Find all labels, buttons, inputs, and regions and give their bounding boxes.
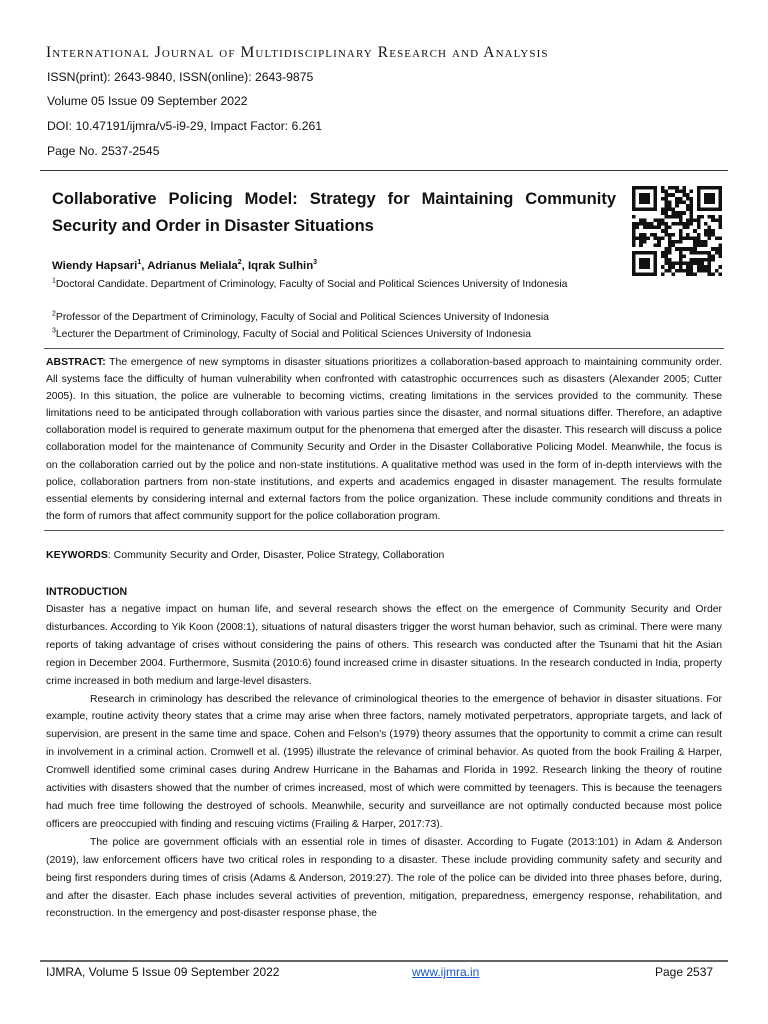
doi-line: DOI: 10.47191/ijmra/v5-i9-29, Impact Factor: 6.261 xyxy=(47,119,323,133)
footer-page-number: Page 2537 xyxy=(655,965,714,979)
qr-code xyxy=(632,186,722,276)
author-affiliation-marker: 3 xyxy=(313,259,318,267)
affiliation-2-marker: 2 xyxy=(52,310,56,318)
journal-name: International Journal of Multidisciplinary Research and Analysis xyxy=(46,44,549,61)
affiliation-3-marker: 3 xyxy=(52,327,56,335)
footer-website-link[interactable]: www.ijmra.in xyxy=(412,965,480,979)
keywords-text: : Community Security and Order, Disaster, Police Strategy, Collaboration xyxy=(107,549,445,561)
author-affiliation-marker: 2 xyxy=(237,259,242,267)
abstract-label: ABSTRACT: xyxy=(46,357,106,368)
affiliation-2-text: Professor of the Department of Criminology, Faculty of Social and Political Sciences University of Indonesia xyxy=(55,312,549,323)
affiliation-2 xyxy=(52,310,616,325)
introduction-body xyxy=(46,601,722,923)
header-divider xyxy=(40,170,728,171)
keywords-line xyxy=(46,549,444,561)
affiliation-1-marker: 1 xyxy=(52,277,56,285)
affiliation-1-text: Doctoral Candidate. Department of Criminology, Faculty of Social and Political Sciences University of Indonesia xyxy=(55,279,568,290)
footer-citation: IJMRA, Volume 5 Issue 09 September 2022 xyxy=(46,965,280,979)
footer-divider xyxy=(40,960,728,962)
page-range-line: Page No. 2537-2545 xyxy=(47,144,160,158)
abstract-box xyxy=(44,348,724,531)
author-name: Iqrak Sulhin xyxy=(247,260,314,272)
author-affiliation-marker: 1 xyxy=(137,259,142,267)
paragraph: Research in criminology has described the relevance of criminological theories to the emergence of behavior in disaster situations. For example, routine activity theory states that a crime may arise when three factors, namely motivated perpetrators, appropriate targets, and lack of supervision, are present in the same time and space. Cohen and Felson's (1979) theory assumes that the opportunity to commit a crime can result in involvement in a criminal action. Cromwell et al. (1995) illustrate the relevance of criminal behavior. As quoted from the book Frailing & Harper, Cromwell identified some criminal cases during Andrew Hurricane in the Bahamas and Florida in 1992. Research linking the theory of routine activities with disasters showed that the number of crimes increased, most of which were committed by teenagers. This is because the teenagers had much free time following the destroyed of schools. Meanwhile, security and surveillance are not optimally conducted because most police officers are preoccupied with finding and rescuing victims (Frailing & Harper, 2017:73). xyxy=(46,693,722,830)
affiliation-3-text: Lecturer the Department of Criminology, Faculty of Social and Political Sciences University of Indonesia xyxy=(55,329,532,340)
keywords-label: KEYWORDS xyxy=(46,549,108,561)
abstract-text: The emergence of new symptoms in disaster situations prioritizes a collaboration-based approach to maintaining community order. All systems face the difficulty of human vulnerability when confronted with catastrophic occurrences such as disasters (Alexander 2005; Cutter 2005). In this situation, the police are vulnerable to becoming victims, creating limitations in the services provided to the community. These limitations need to be anticipated through collaboration with various parties since the disaster, and normal situations differ. Therefore, an adaptive collaboration model is required to generate maximum output for the phenomena that emerged after the disaster. This research will discuss a police collaboration model for the maintenance of Community Security and Order in the Disaster Collaborative Policing Model. Meanwhile, the focus is on the collaboration carried out by the police and non-state institutions. A qualitative method was used in the form of in-depth interviews with the police, collaboration partners from non-state institutions, and experts and academics engaged in disaster management. The results formulate essential elements by considering internal and external factors from the police organization. These include community conditions and threats in the form of rumors that affect community support for the police collaboration program. xyxy=(46,357,722,522)
paper-title: Collaborative Policing Model: Strategy for Maintaining Community Security and Order in Disaster Situations xyxy=(52,190,616,235)
volume-line: Volume 05 Issue 09 September 2022 xyxy=(47,94,248,108)
author-name: Adrianus Meliala xyxy=(147,260,238,272)
author-name: Wiendy Hapsari xyxy=(52,260,138,272)
introduction-heading: INTRODUCTION xyxy=(46,586,128,598)
paragraph: The police are government officials with an essential role in times of disaster. According to Fugate (2013:101) in Adam & Anderson (2019), law enforcement officers have two critical roles in responding to a disaster. These include providing community safety and security and being first responders during times of crisis (Adams & Anderson, 2019:27). The role of the police can be divided into three phases before, during, and after the disaster. Each phase includes several activities of prevention, mitigation, preparedness, emergency response, rehabilitation, and reconstruction. In the emergency and post-disaster response phase, the xyxy=(46,836,722,920)
author-list: Wiendy Hapsari$^1$, Adrianus Meliala$^2$, Iqrak Sulhin$^3$ xyxy=(52,259,318,272)
paragraph: Disaster has a negative impact on human life, and several research shows the effect on the emergence of Community Security and Order disturbances. According to Yik Koon (2008:1), situations of natural disasters trigger the worst human behavior, such as criminal. There were many reports of taking advantage of crises without considering the pains of others. This research was conducted after the Tsunami that hit the Asian region in December 2004. Furthermore, Susmita (2010:6) found increased crime in disaster situations. In the research conducted in India, property crime increased in both medium and large-level disasters. xyxy=(46,604,722,687)
affiliation-3 xyxy=(52,327,616,342)
affiliation-1 xyxy=(52,277,616,292)
issn-line: ISSN(print): 2643-9840, ISSN(online): 2643-9875 xyxy=(47,70,314,84)
